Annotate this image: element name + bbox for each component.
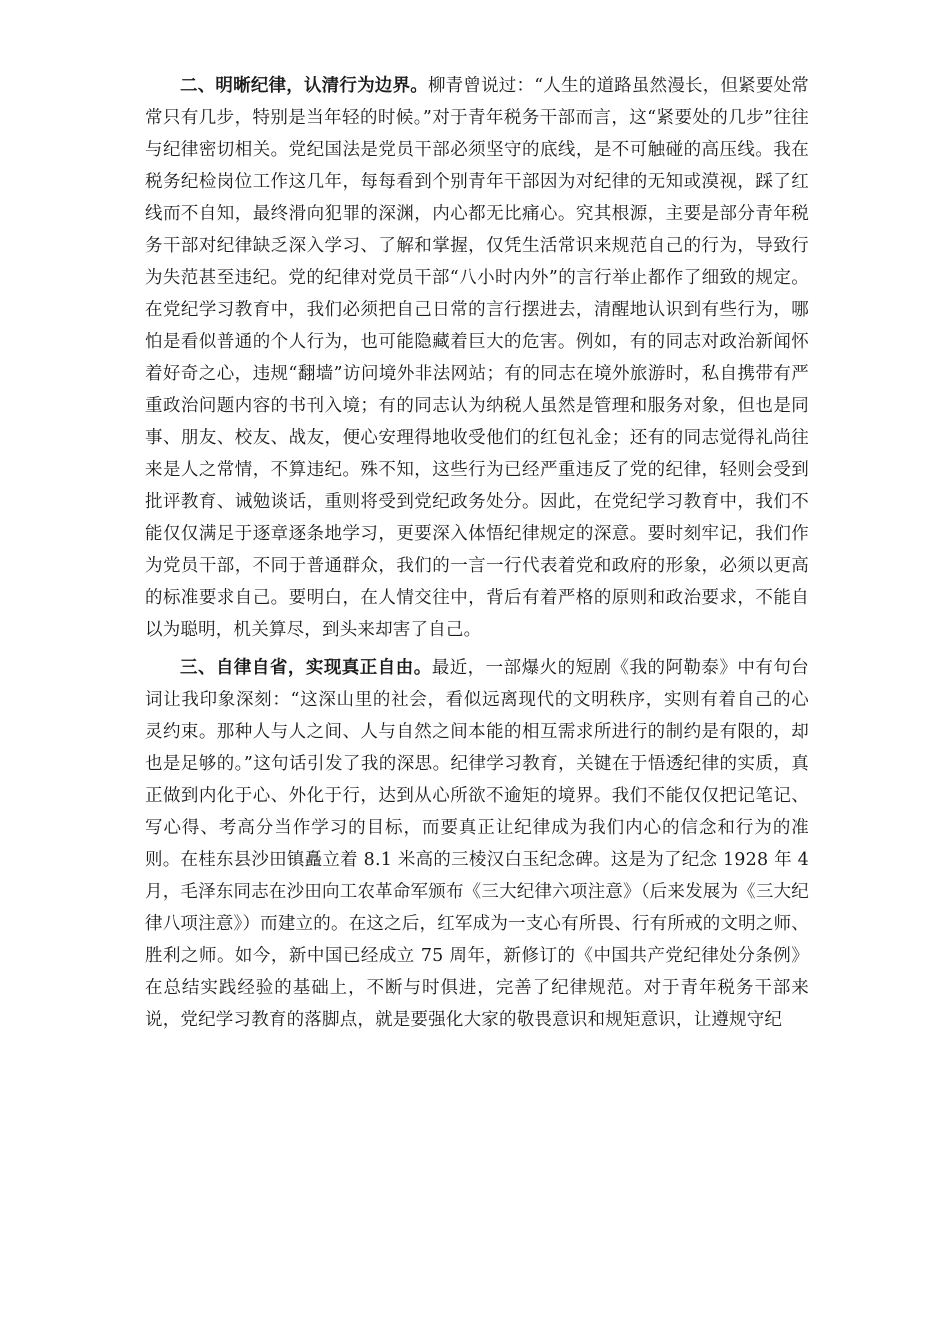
document-page xyxy=(145,70,809,1042)
paragraph-heading: 三、自律自省，实现真正自由。 xyxy=(180,658,432,678)
paragraph-discipline xyxy=(145,70,809,646)
paragraph-body: 最近，一部爆火的短剧《我的阿勒泰》中有句台词让我印象深刻：“这深山里的社会，看似远离现代的文明秩序，实则有着自己的心灵约束。那种人与人之间、人与自然之间本能的相互需求所进行的制约是有限的，却也是足够的。”这句话引发了我的深思。纪律学习教育，关键在于悟透纪律的实质，真正做到内化于心、外化于行，达到从心所欲不逾矩的境界。我们不能仅仅把记笔记、写心得、考高分当作学习的目标，而要真正让纪律成为我们内心的信念和行为的准则。在桂东县沙田镇矗立着 8.1 米高的三棱汉白玉纪念碑。这是为了纪念 1928 年 4 月，毛泽东同志在沙田向工农革命军颁布《三大纪律六项注意》（后来发展为《三大纪律八项注意》）而建立的。在这之后，红军成为一支心有所畏、行有所戒的文明之师、胜利之师。如今，新中国已经成立 75 周年，新修订的《中国共产党纪律处分条例》在总结实践经验的基础上，不断与时俱进，完善了纪律规范。对于青年税务干部来说，党纪学习教育的落脚点，就是要强化大家的敬畏意识和规矩意识，让遵规守纪 xyxy=(145,658,809,1030)
paragraph-heading: 二、明晰纪律，认清行为边界。 xyxy=(180,76,428,96)
paragraph-body: 柳青曾说过：“人生的道路虽然漫长，但紧要处常常只有几步，特别是当年轻的时候。”对于青年税务干部而言，这“紧要处的几步”往往与纪律密切相关。党纪国法是党员干部必须坚守的底线，是不可触碰的高压线。我在税务纪检岗位工作这几年，每每看到个别青年干部因为对纪律的无知或漠视，踩了红线而不自知，最终滑向犯罪的深渊，内心都无比痛心。究其根源，主要是部分青年税务干部对纪律缺乏深入学习、了解和掌握，仅凭生活常识来规范自己的行为，导致行为失范甚至违纪。党的纪律对党员干部“八小时内外”的言行举止都作了细致的规定。在党纪学习教育中，我们必须把自己日常的言行摆进去，清醒地认识到有些行为，哪怕是看似普通的个人行为，也可能隐藏着巨大的危害。例如，有的同志对政治新闻怀着好奇之心，违规“翻墙”访问境外非法网站；有的同志在境外旅游时，私自携带有严重政治问题内容的书刊入境；有的同志认为纳税人虽然是管理和服务对象，但也是同事、朋友、校友、战友，便心安理得地收受他们的红包礼金；还有的同志觉得礼尚往来是人之常情，不算违纪。殊不知，这些行为已经严重违反了党的纪律，轻则会受到批评教育、诫勉谈话，重则将受到党纪政务处分。因此，在党纪学习教育中，我们不能仅仅满足于逐章逐条地学习，更要深入体悟纪律规定的深意。要时刻牢记，我们作为党员干部，不同于普通群众，我们的一言一行代表着党和政府的形象，必须以更高的标准要求自己。要明白，在人情交往中，背后有着严格的原则和政治要求，不能自以为聪明，机关算尽，到头来却害了自己。 xyxy=(145,76,809,640)
paragraph-self-discipline xyxy=(145,652,809,1036)
